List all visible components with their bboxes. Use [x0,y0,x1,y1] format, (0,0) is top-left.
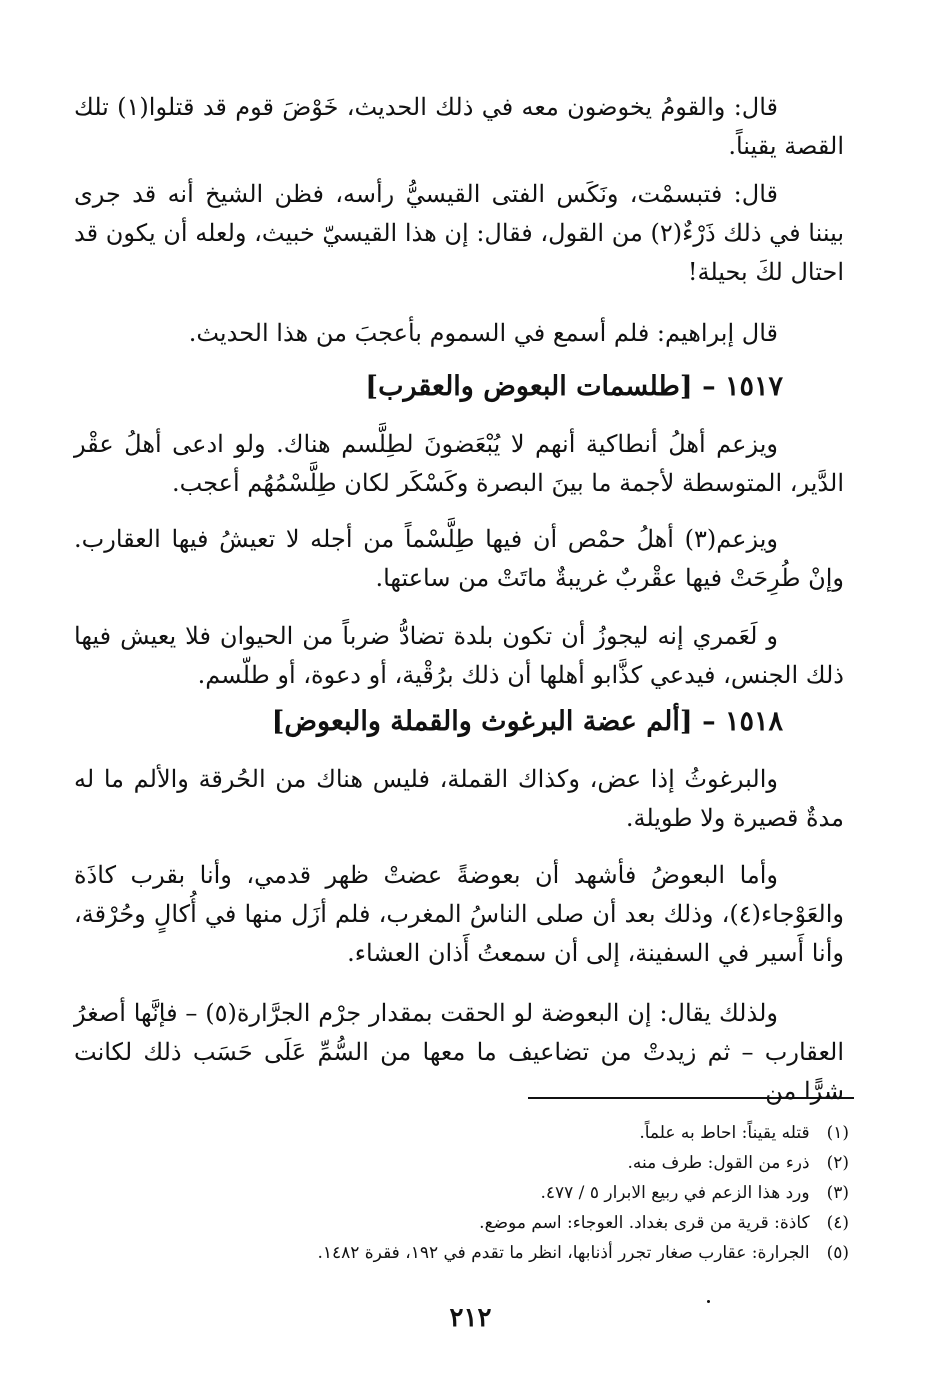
paragraph-4 [74,425,844,503]
footnote-3 [209,1178,849,1208]
paragraph-text: وأما البعوضُ فأشهد أن بعوضةً عضتْ ظهر قدمي، وأنا بقرب كاذَة والعَوْجاء(٤)، وذلك بعد أن صلى الناسُ المغرب، فلم أزَل منها في أُكالٍ وحُرْقة، وأنا أَسير في السفينة، إلى أن سمعتُ أَذان العشاء. [74,861,844,967]
paragraph-text: و لَعَمري إنه ليجوزُ أن تكون بلدة تضادُّ ضرباً من الحيوان فلا يعيش فيها ذلك الجنس، فيدعي كذَّابو أهلها أن ذلك برُقْية، أو دعوة، أو طلّسم. [74,622,844,689]
footnote-4 [209,1208,849,1238]
paragraph-1 [74,88,844,166]
footnote-number: (١) [826,1123,849,1143]
footnote-number: (٤) [826,1213,849,1233]
page-number: ٢١٢ [449,1303,492,1333]
footnote-number: (٢) [826,1153,849,1173]
footnote-text: الجرارة: عقارب صغار تجرر أذنابها، انظر ما تقدم في ١٩٢، فقرة ١٤٨٢. [317,1243,810,1263]
footnote-text: ذرء من القول: طرف منه. [627,1153,810,1173]
section-heading-1517: ١٥١٧ – [طلسمات البعوض والعقرب] [365,371,783,402]
footnote-5 [209,1238,849,1268]
footnote-number: (٣) [826,1183,849,1203]
footnotes [209,1118,849,1268]
paragraph-text: ويزعم(٣) أهلُ حمْص أن فيها طِلَّسْماً من أجله لا تعيشُ فيها العقارب. وإنْ طُرِحَتْ فيها عقْربٌ غريبةٌ ماتَتْ من ساعتها. [74,525,844,592]
footnote-2 [209,1148,849,1178]
paragraph-text: ويزعم أهلُ أنطاكية أنهم لا يُبْعَضونَ لطِلَّسم هناك. ولو ادعى أهلُ عقْر الدَّير، المتوسطة لأجمة ما بينَ البصرة وكَسْكَر لكان طِلَّسْمُهُم أعجب. [74,430,844,497]
paragraph-text: ولذلك يقال: إن البعوضة لو الحقت بمقدار جرْم الجرَّارة(٥) – فإنَّها أصغرُ العقارب – ثم زيدتْ من تضاعيف ما معها من السُّمِّ عَلَى حَسَب ذلك لكانت شرًّا من [74,999,845,1105]
paragraph-text: قال: فتبسمْت، ونَكَس الفتى القيسيُّ رأسه، فظن الشيخ أنه قد جرى بيننا في ذلك ذَرْءٌ(٢) من القول، فقال: إن هذا القيسيّ خبيث، ولعله أن يكون قد احتال لكَ بحيلة! [74,180,845,286]
paragraph-8 [74,856,844,973]
footnote-text: ورد هذا الزعم في ربيع الابرار ٥ / ٤٧٧. [540,1183,810,1203]
footnote-text: كاذة: قرية من قرى بغداد. العوجاء: اسم موضع. [479,1213,810,1233]
paragraph-2 [74,175,844,292]
paragraph-6 [74,617,844,695]
paragraph-9 [74,994,844,1111]
paragraph-3 [74,314,844,353]
paragraph-text: قال: والقومُ يخوضون معه في ذلك الحديث، خَوْضَ قوم قد قتلوا(١) تلك القصة يقيناً. [74,93,844,160]
footnote-separator [528,1097,854,1099]
paragraph-text: والبرغوثُ إذا عض، وكذاك القملة، فليس هناك من الحُرقة والألم ما له مدةٌ قصيرة ولا طويلة. [74,765,844,832]
footnote-1 [209,1118,849,1148]
paragraph-7 [74,760,844,838]
section-heading-1518: ١٥١٨ – [ألم عضة البرغوث والقملة والبعوض] [271,706,783,737]
footnote-text: قتله يقيناً: احاط به علماً. [639,1123,810,1143]
footnote-number: (٥) [826,1243,849,1263]
paragraph-5 [74,520,844,598]
paragraph-text: قال إبراهيم: فلم أسمع في السموم بأعجبَ من هذا الحديث. [188,319,778,347]
